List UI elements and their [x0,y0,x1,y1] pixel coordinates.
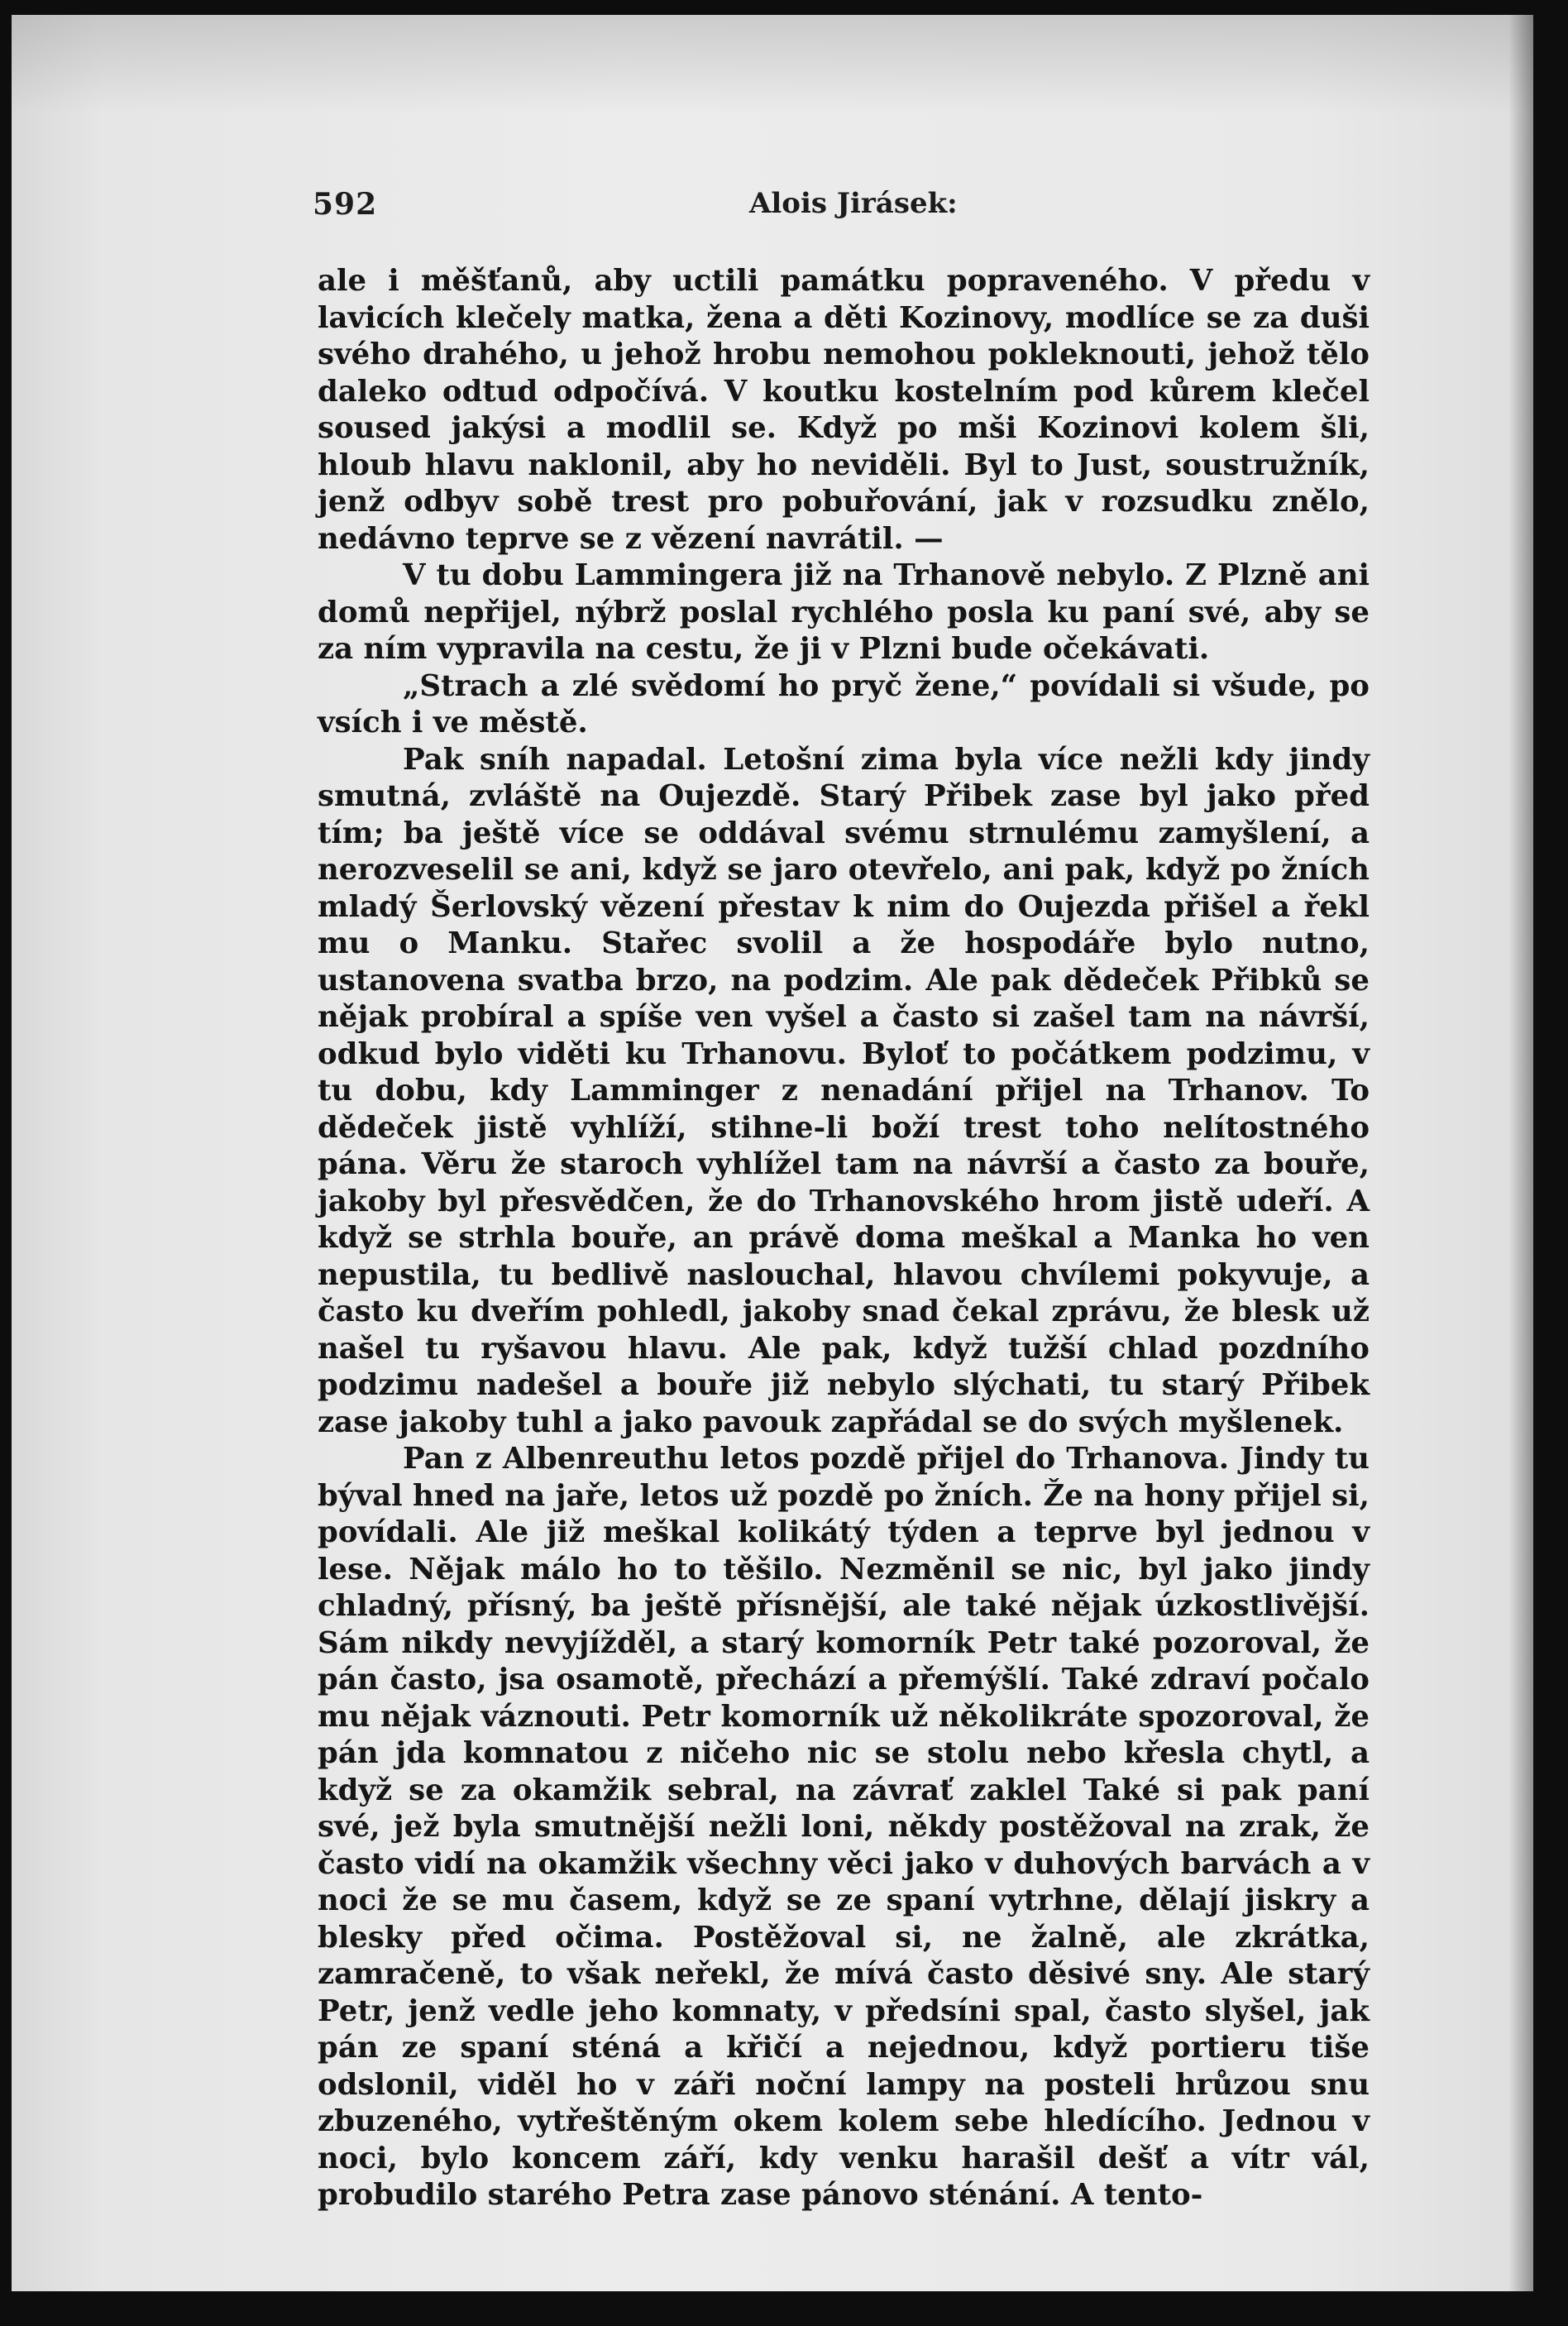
running-title: Alois Jirásek: [749,187,958,220]
paragraph: V tu dobu Lammingera již na Trhanově nebylo. Z Plzně ani domů nepřijel, nýbrž poslal rychlého posla ku paní své, aby se za ním vypravila na cestu, že ji v Plzni bude očekávati. [318,558,1370,666]
page-header [303,187,1370,237]
page-edge-shadow [1508,15,1533,2291]
paragraph: Pak sníh napadal. Letošní zima byla více nežli kdy jindy smutná, zvláště na Oujezdě. Starý Přibek zase byl jako před tím; ba ještě více se oddával svému strnulému zamyšlení, a nerozveselil se ani, když se jaro otevřelo, ani pak, když po žních mladý Šerlovský vězení přestav k nim do Oujezda přišel a řekl mu o Manku. Stařec svolil a že hospodáře bylo nutno, ustanovena svatba brzo, na podzim. Ale pak dědeček Přibků se nějak probíral a spíše ven vyšel a často si zašel tam na návrší, odkud bylo viděti ku Trhanovu. Byloť to počátkem podzimu, v tu dobu, kdy Lamminger z nenadání přijel na Trhanov. To dědeček jistě vyhlíží, stihne-li boží trest toho nelítostného pána. Věru že staroch vyhlížel tam na návrší a často za bouře, jakoby byl přesvědčen, že do Trhanovského hrom jistě udeří. A když se strhla bouře, an právě doma meškal a Manka ho ven nepustila, tu bedlivě naslouchal, hlavou chvílemi pokyvuje, a často ku dveřím pohledl, jakoby snad čekal zprávu, že blesk už našel tu ryšavou hlavu. Ale pak, když tužší chlad pozdního podzimu nadešel a bouře již nebylo slýchati, tu starý Přibek zase jakoby tuhl a jako pavouk zapřádal se do svých myšlenek. [318,742,1370,1439]
page-number: 592 [313,187,378,222]
body-text [318,263,1370,2214]
page-shading [12,15,1533,114]
paragraph: ale i měšťanů, aby uctili památku popraveného. V předu v lavicích klečely matka, žena a děti Kozinovy, modlíce se za duši svého drahého, u jehož hrobu nemohou pokleknouti, jehož tělo daleko odtud odpočívá. V koutku kostelním pod kůrem klečel soused jakýsi a modlil se. Když po mši Kozinovi kolem šli, hloub hlavu naklonil, aby ho neviděli. Byl to Just, soustružník, jenž odbyv sobě trest pro pobuřování, jak v rozsudku znělo, nedávno teprve se z vězení navrátil. — [318,264,1370,556]
paragraph: Pan z Albenreuthu letos pozdě přijel do Trhanova. Jindy tu býval hned na jaře, letos už pozdě po žních. Že na hony přijel si, povídali. Ale již meškal kolikátý týden a teprve byl jednou v lese. Nějak málo ho to těšilo. Nezměnil se nic, byl jako jindy chladný, přísný, ba ještě přísnější, ale také nějak úzkostlivější. Sám nikdy nevyjížděl, a starý komorník Petr také pozoroval, že pán často, jsa osamotě, přechází a přemýšlí. Také zdraví počalo mu nějak váznouti. Petr komorník už několikráte spozoroval, že pán jda komnatou z ničeho nic se stolu nebo křesla chytl, a když se za okamžik sebral, na závrať zaklel Také si pak paní své, jež byla smutnější nežli loni, někdy postěžoval na zrak, že často vidí na okamžik všechny věci jako v duhových barvách a v noci že se mu časem, když se ze spaní vytrhne, dělají jiskry a blesky před očima. Postěžoval si, ne žalně, ale zkrátka, zamračeně, to však neřekl, že mívá často děsivé sny. Ale starý Petr, jenž vedle jeho komnaty, v předsíni spal, často slyšel, jak pán ze spaní sténá a křičí a nejednou, když portieru tiše odslonil, viděl ho v záři noční lampy na posteli hrůzou snu zbuzeného, vytřeštěným okem kolem sebe hledícího. Jednou v noci, bylo koncem září, kdy venku harašil dešť a vítr vál, probudilo starého Petra zase pánovo sténání. A tento- [318,1442,1370,2212]
paragraph: „Strach a zlé svědomí ho pryč žene,“ povídali si všude, po vsích i ve městě. [318,668,1370,739]
